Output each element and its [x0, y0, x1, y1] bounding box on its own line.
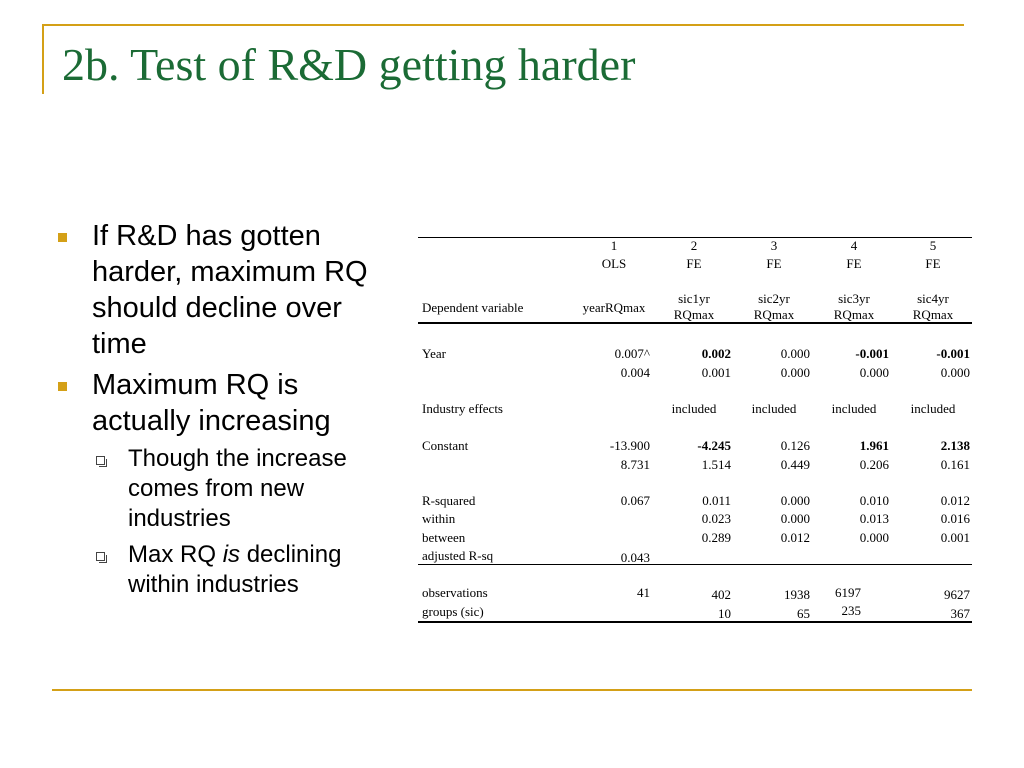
industry-effect-3: included [751, 401, 797, 416]
sub-bullet-item [52, 540, 402, 600]
within-value-2: 0.023 [701, 511, 731, 526]
col-method-3: FE [766, 256, 782, 271]
constant-coef-5: 2.138 [940, 438, 970, 453]
industry-effect-4: included [831, 401, 877, 416]
between-value-4: 0.000 [859, 530, 889, 545]
col-number-1: 1 [610, 238, 618, 253]
constant-coef-1: -13.900 [609, 438, 650, 453]
groups-value-3: 65 [797, 606, 810, 621]
dep-var-5-line1: sic4yr [917, 291, 949, 306]
year-se-1: 0.004 [620, 365, 650, 380]
within-value-4: 0.013 [859, 511, 889, 526]
bullet-text: If R&D has gotten harder, maximum RQ should decline over time [92, 220, 368, 360]
obs-value-2: 402 [711, 587, 731, 602]
slide-title: 2b. Test of R&D getting harder [62, 39, 636, 90]
bullet-item [52, 367, 402, 439]
row-label-year: Year [422, 346, 446, 361]
adjrsq-value-1: 0.043 [620, 550, 650, 565]
row-label-rsq: R-squared [422, 493, 476, 508]
year-se-5: 0.000 [940, 365, 970, 380]
rsq-value-1: 0.067 [620, 493, 650, 508]
square-bullet-icon [58, 233, 67, 242]
obs-value-3: 1938 [784, 587, 810, 602]
year-se-4: 0.000 [859, 365, 889, 380]
groups-value-5: 367 [950, 606, 970, 621]
sub-bullet-emphasis: is [222, 541, 241, 568]
col-number-4: 4 [850, 238, 858, 253]
within-value-5: 0.016 [940, 511, 970, 526]
year-se-3: 0.000 [780, 365, 810, 380]
row-label-groups: groups (sic) [422, 604, 484, 619]
dep-var-2-line2: RQmax [673, 307, 715, 322]
groups-value-2: 10 [718, 606, 731, 621]
year-coef-1: 0.007^ [614, 346, 650, 361]
year-coef-5: -0.001 [936, 346, 970, 361]
row-label-between: between [422, 530, 466, 545]
dep-var-label: Dependent variable [422, 300, 524, 315]
industry-effect-5: included [910, 401, 956, 416]
rsq-value-4: 0.010 [859, 493, 889, 508]
constant-se-3: 0.449 [780, 457, 810, 472]
table-stats-rule [418, 564, 972, 565]
dep-var-4-line2: RQmax [833, 307, 875, 322]
col-method-5: FE [925, 256, 941, 271]
constant-coef-3: 0.126 [780, 438, 810, 453]
groups-value-4: 235 [841, 603, 861, 618]
row-label-within: within [422, 511, 456, 526]
sub-bullet-text: Though the increase comes from new industries [128, 445, 347, 532]
dep-var-4-line1: sic3yr [838, 291, 870, 306]
between-value-2: 0.289 [701, 530, 731, 545]
col-number-5: 5 [929, 238, 937, 253]
between-value-5: 0.001 [940, 530, 970, 545]
row-label-obs: observations [422, 585, 488, 600]
hollow-square-bullet-icon [96, 552, 105, 561]
industry-effect-2: included [671, 401, 717, 416]
dep-var-1: yearRQmax [582, 300, 646, 315]
row-label-constant: Constant [422, 438, 469, 453]
obs-value-1: 41 [637, 585, 650, 600]
title-frame-left-rule [42, 24, 44, 94]
bullet-item [52, 218, 402, 362]
constant-se-4: 0.206 [859, 457, 889, 472]
title-frame-top-rule [42, 24, 964, 26]
sub-bullet-text-pre: Max RQ [128, 541, 223, 568]
rsq-value-5: 0.012 [940, 493, 970, 508]
sub-bullet-item [52, 444, 402, 534]
constant-se-5: 0.161 [940, 457, 970, 472]
hollow-square-bullet-icon [96, 456, 105, 465]
bullet-list [52, 218, 402, 606]
between-value-3: 0.012 [780, 530, 810, 545]
constant-coef-2: -4.245 [697, 438, 731, 453]
row-label-adjrsq: adjusted R-sq [422, 548, 494, 563]
year-se-2: 0.001 [701, 365, 731, 380]
bottom-rule [52, 689, 972, 691]
constant-coef-4: 1.961 [859, 438, 889, 453]
table-bottom-rule [418, 621, 972, 623]
year-coef-3: 0.000 [780, 346, 810, 361]
year-coef-4: -0.001 [855, 346, 889, 361]
col-method-1: OLS [601, 256, 627, 271]
col-method-2: FE [686, 256, 702, 271]
dep-var-5-line2: RQmax [912, 307, 954, 322]
constant-se-2: 1.514 [701, 457, 731, 472]
sub-bullet-text-post: declining within industries [128, 541, 342, 598]
within-value-3: 0.000 [780, 511, 810, 526]
col-number-3: 3 [770, 238, 778, 253]
obs-value-4: 6197 [835, 585, 861, 600]
year-coef-2: 0.002 [701, 346, 731, 361]
constant-se-1: 8.731 [620, 457, 650, 472]
obs-value-5: 9627 [944, 587, 970, 602]
dep-var-3-line2: RQmax [753, 307, 795, 322]
rsq-value-3: 0.000 [780, 493, 810, 508]
square-bullet-icon [58, 382, 67, 391]
rsq-value-2: 0.011 [702, 493, 731, 508]
dep-var-3-line1: sic2yr [758, 291, 790, 306]
bullet-text: Maximum RQ is actually increasing [92, 369, 331, 437]
col-number-2: 2 [690, 238, 698, 253]
regression-table [418, 236, 972, 624]
dep-var-2-line1: sic1yr [678, 291, 710, 306]
col-method-4: FE [846, 256, 862, 271]
row-label-industry: Industry effects [422, 401, 503, 416]
